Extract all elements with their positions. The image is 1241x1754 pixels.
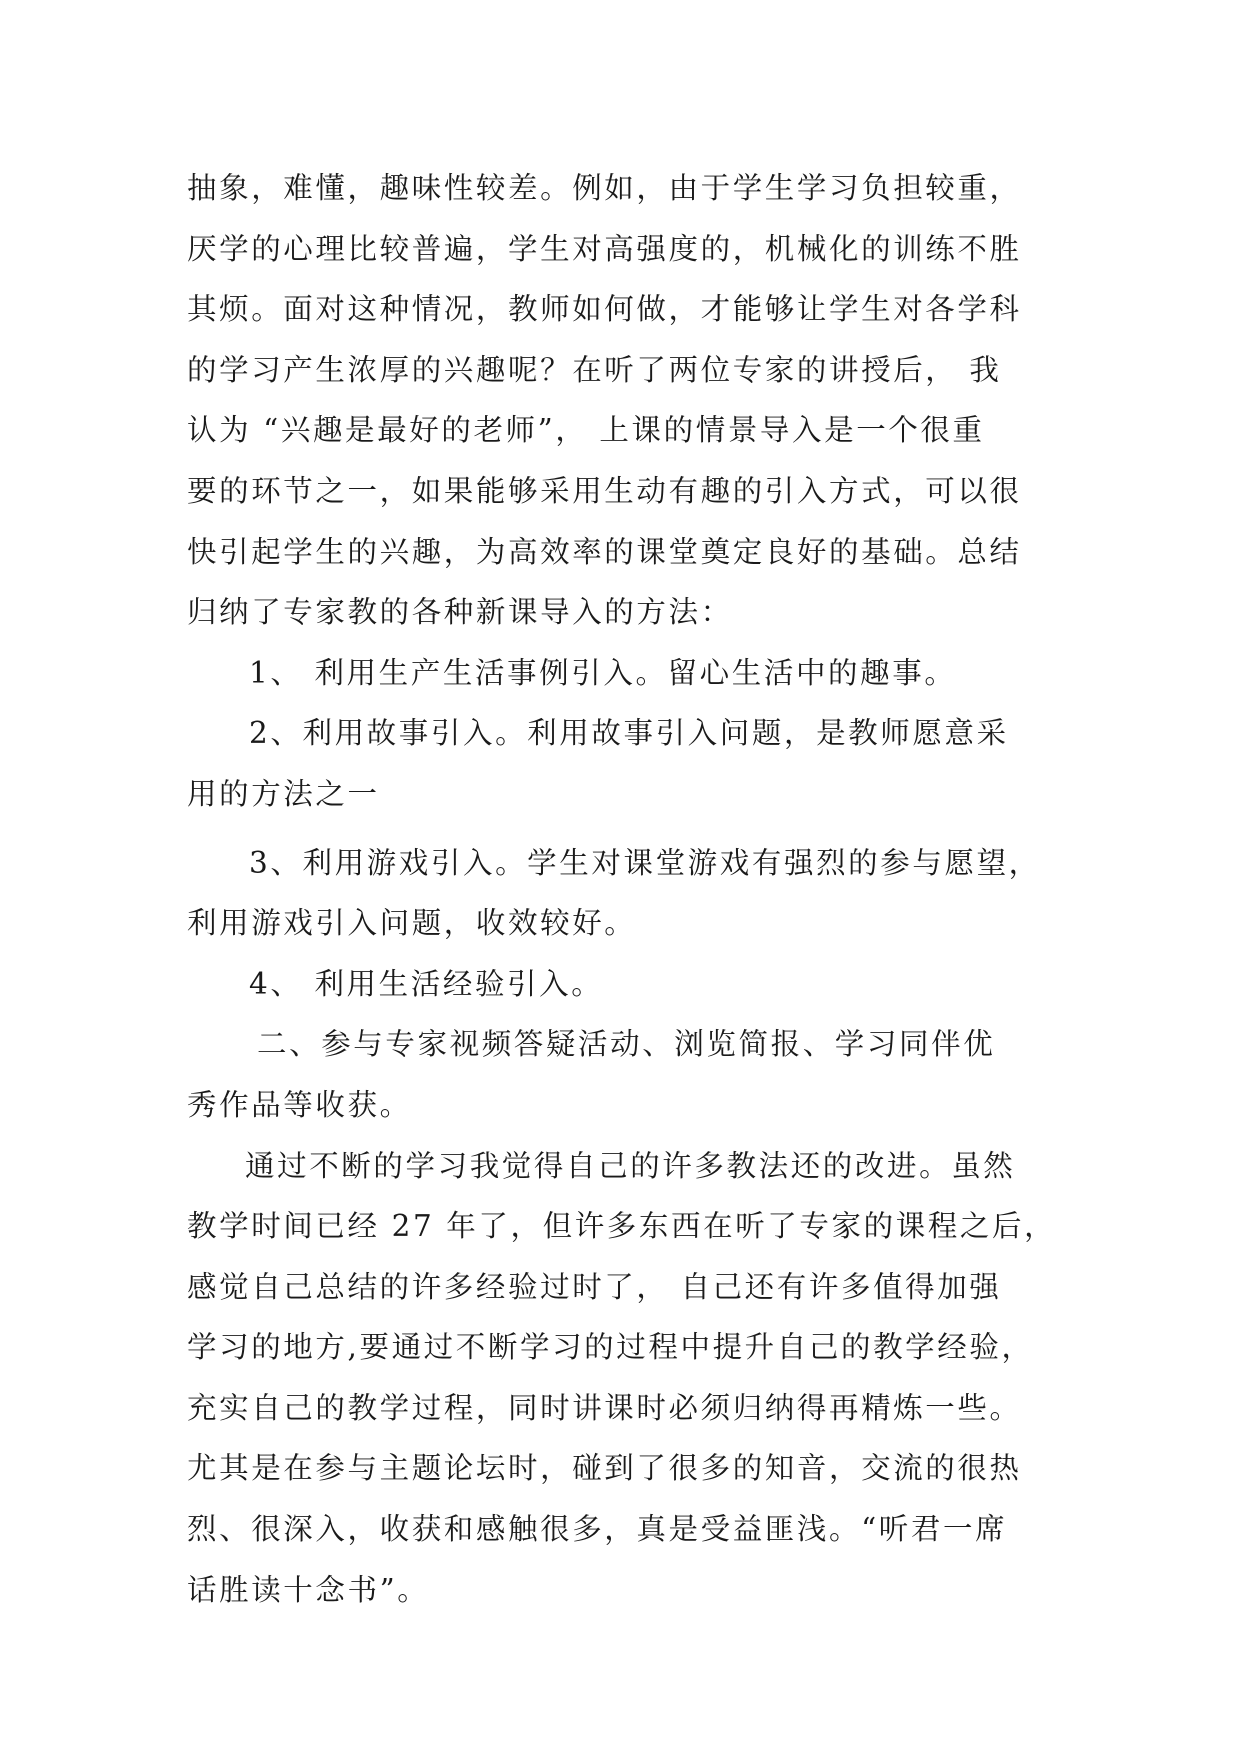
text-line: 尤其是在参与主题论坛时，碰到了很多的知音，交流的很热 [187, 1451, 1022, 1486]
list-item-4: 4、 利用生活经验引入。 [249, 966, 604, 1001]
text-line: 的学习产生浓厚的兴趣呢？在听了两位专家的讲授后， 我 [187, 352, 1002, 387]
paragraph-start: 通过不断的学习我觉得自己的许多教法还的改进。虽然 [245, 1148, 1016, 1183]
text-line: 归纳了专家教的各种新课导入的方法： [187, 595, 733, 630]
text-line: 用的方法之一 [187, 776, 380, 811]
text-line: 秀作品等收获。 [187, 1087, 412, 1122]
text-line: 快引起学生的兴趣，为高效率的课堂奠定良好的基础。总结 [187, 534, 1022, 569]
text-line: 充实自己的教学过程，同时讲课时必须归纳得再精炼一些。 [187, 1390, 1022, 1425]
text-line: 利用游戏引入问题，收效较好。 [187, 906, 637, 941]
text-line: 教学时间已经 27 年了，但许多东西在听了专家的课程之后， [187, 1209, 1057, 1244]
section-heading: 二、参与专家视频答疑活动、浏览简报、学习同伴优 [257, 1027, 996, 1062]
text-line: 感觉自己总结的许多经验过时了， 自己还有许多值得加强 [187, 1269, 1002, 1304]
text-line: 烈、很深入，收获和感触很多，真是受益匪浅。“听君一席 [187, 1512, 1008, 1547]
text-line: 厌学的心理比较普遍，学生对高强度的，机械化的训练不胜 [187, 231, 1022, 266]
list-item-1: 1、 利用生产生活事例引入。留心生活中的趣事。 [249, 655, 957, 690]
text-line: 学习的地方,要通过不断学习的过程中提升自己的教学经验， [187, 1330, 1034, 1365]
text-line: 话胜读十念书”。 [187, 1572, 430, 1607]
list-item-3: 3、利用游戏引入。学生对课堂游戏有强烈的参与愿望， [249, 845, 1041, 880]
text-line: 要的环节之一，如果能够采用生动有趣的引入方式，可以很 [187, 473, 1022, 508]
document-body [187, 158, 1055, 1620]
text-line: 认为 “兴趣是最好的老师”， 上课的情景导入是一个很重 [187, 413, 985, 448]
list-item-2: 2、利用故事引入。利用故事引入问题，是教师愿意采 [249, 716, 1009, 751]
text-line: 抽象，难懂，趣味性较差。例如，由于学生学习负担较重， [187, 171, 1022, 205]
text-line: 其烦。面对这种情况，教师如何做，才能够让学生对各学科 [187, 292, 1022, 327]
